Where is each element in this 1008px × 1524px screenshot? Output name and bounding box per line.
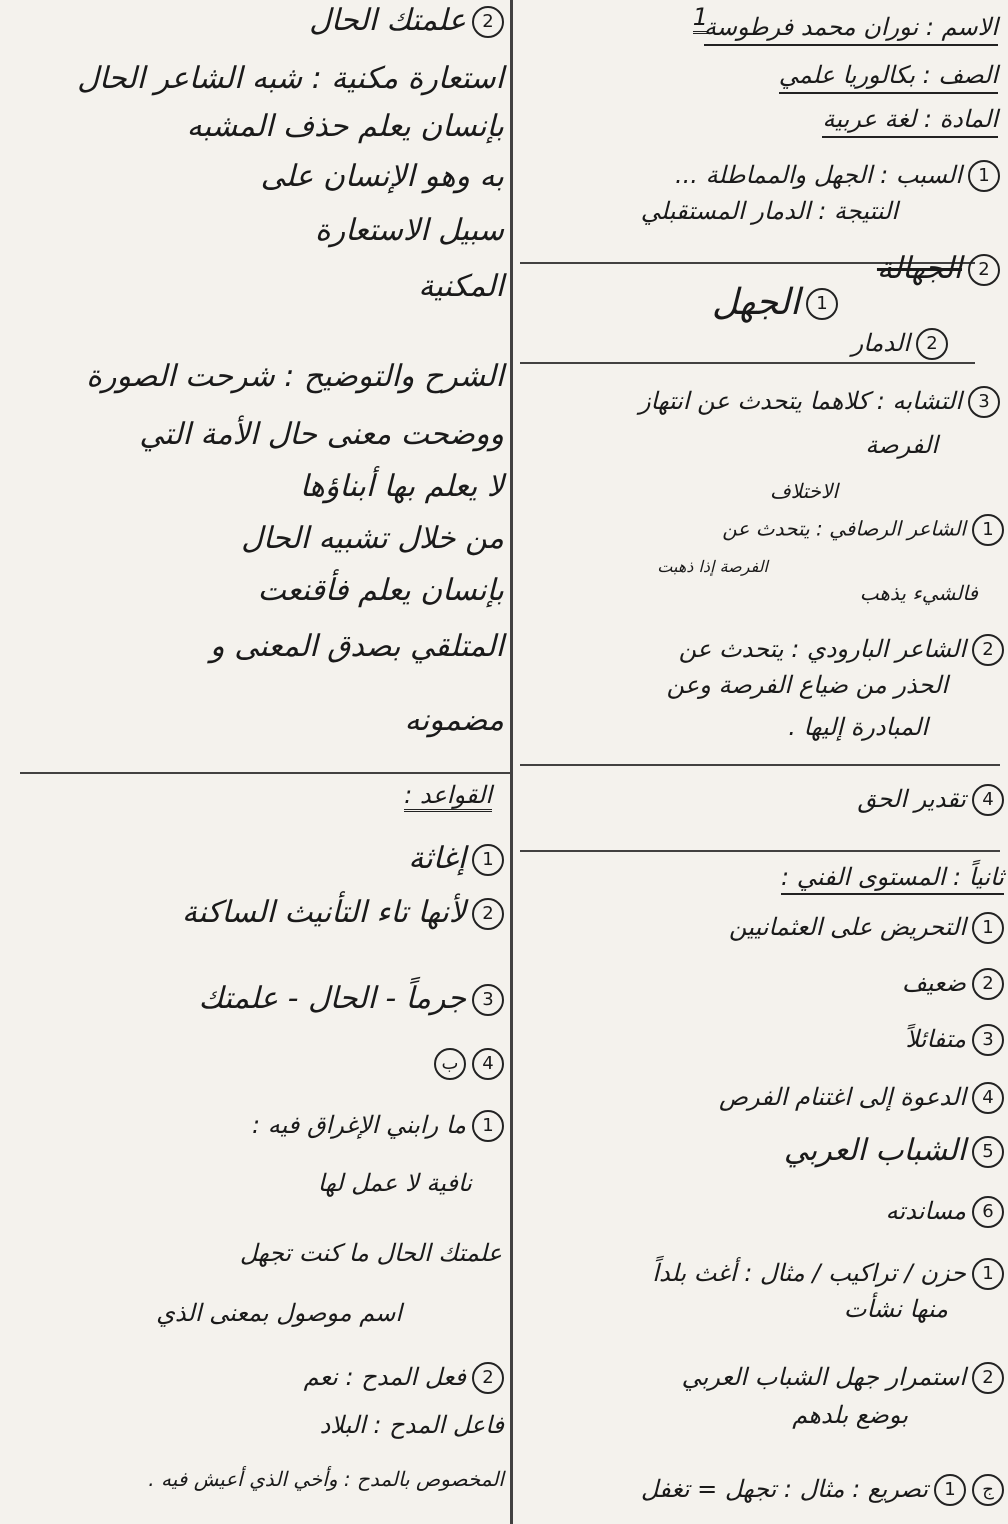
- c1-line: ج1تصريع : مثال : تجهل = تغفل: [641, 1474, 1004, 1506]
- q2-item2: 2الدمار: [852, 328, 948, 360]
- q2-number: 2: [968, 254, 1000, 286]
- q3-similarity: 3التشابه : كلاهما يتحدث عن انتهاز: [639, 386, 1000, 418]
- art-1: 1التحريض على العثمانيين: [729, 912, 1004, 944]
- b2-line2: بوضع بلدهم: [792, 1401, 908, 1429]
- page-number: 1: [693, 4, 708, 32]
- q3-difference-title: الاختلاف: [769, 479, 838, 503]
- b1-text-2: نافية لا عمل لها: [317, 1169, 472, 1197]
- explain-1: الشرح والتوضيح : شرحت الصورة: [86, 359, 504, 394]
- b1-line1: 1حزن / تراكيب / مثال : أغث بلداً: [652, 1258, 1004, 1290]
- metaphor-4: سبيل الاستعارة: [315, 213, 504, 248]
- q1-cause: 1السبب : الجهل والمماطلة ...: [675, 160, 1000, 192]
- explain-6: المتلقي بصدق المعنى و: [210, 629, 504, 664]
- b1-text-4: اسم موصول بمعنى الذي: [156, 1299, 402, 1327]
- q2-struck: 2الجهالة: [877, 252, 1000, 287]
- rule-1: 1إغاثة: [408, 842, 504, 877]
- q3-d1-l3: فالشيء يذهب: [859, 581, 978, 605]
- rules-title: القواعد :: [404, 782, 492, 810]
- student-class: الصف : بكالوريا علمي: [779, 62, 998, 94]
- left-top-title: 2علمتك الحال: [309, 4, 504, 39]
- b1-text-3: علمتك الحال ما كنت تجهل: [239, 1239, 502, 1267]
- q1-number: 1: [968, 160, 1000, 192]
- metaphor-5: المكنية: [418, 269, 504, 304]
- q3-number: 3: [968, 386, 1000, 418]
- explain-7: مضمونه: [404, 703, 504, 738]
- q3-d2-l3: المبادرة إليها .: [788, 713, 928, 741]
- q3-d2-l1: 2الشاعر البارودي : يتحدث عن: [679, 634, 1004, 666]
- student-name: الاسم : نوران محمد فرطوسة: [704, 14, 998, 46]
- q4-number: 4: [972, 784, 1004, 816]
- b2-text-2: فاعل المدح : البلاد: [319, 1411, 504, 1439]
- art-4: 4الدعوة إلى اغتنام الفرص: [719, 1082, 1004, 1114]
- explain-5: بإنسان يعلم فأقنعت: [257, 573, 504, 608]
- q3-d1-l2: الفرصة إذا ذهبت: [657, 557, 768, 576]
- metaphor-3: به وهو الإنسان على: [260, 159, 504, 194]
- right-column-art: [515, 0, 1008, 1524]
- art-2: 2ضعيف: [902, 968, 1004, 1000]
- level-title: ثانياً : المستوى الفني :: [781, 864, 1004, 892]
- q3-d2-l2: الحذر من ضياع الفرصة وعن: [666, 671, 948, 699]
- explain-3: لا يعلم بها أبناؤها: [299, 469, 504, 504]
- q3-d1-l1: 1الشاعر الرصافي : يتحدث عن: [722, 514, 1004, 546]
- q3-similarity-2: الفرصة: [865, 431, 938, 459]
- b2-text-3: المخصوص بالمدح : وأخي الذي أعيش فيه .: [148, 1467, 504, 1491]
- b1-line2: منها نشأت: [843, 1295, 948, 1323]
- q4-answer: 4تقدير الحق: [858, 784, 1004, 816]
- art-3: 3متفائلاً: [905, 1024, 1004, 1056]
- metaphor-2: بإنسان يعلم حذف المشبه: [186, 109, 504, 144]
- art-5: 5الشباب العربي: [784, 1134, 1004, 1169]
- b2-text-1: 2فعل المدح : نعم: [304, 1362, 504, 1394]
- rule-3: 3جرماً - الحال - علمتك: [199, 982, 504, 1017]
- b1-text-1: 1ما رابني الإغراق فيه :: [252, 1110, 504, 1142]
- b-label: 4ب: [428, 1046, 504, 1081]
- subject: المادة : لغة عربية: [822, 106, 998, 138]
- explain-2: ووضحت معنى حال الأمة التي: [139, 417, 504, 452]
- q1-result: النتيجة : الدمار المستقبلي: [640, 197, 898, 225]
- rule-2: 2لأنها تاء التأنيث الساكنة: [182, 896, 504, 931]
- b2-line1: 2استمرار جهل الشباب العربي: [682, 1362, 1004, 1394]
- art-6: 6مساندته: [886, 1196, 1004, 1228]
- explain-4: من خلال تشبيه الحال: [241, 521, 504, 556]
- q2-item1: 1الجهل: [712, 282, 838, 323]
- metaphor-1: استعارة مكنية : شبه الشاعر الحال: [77, 61, 504, 96]
